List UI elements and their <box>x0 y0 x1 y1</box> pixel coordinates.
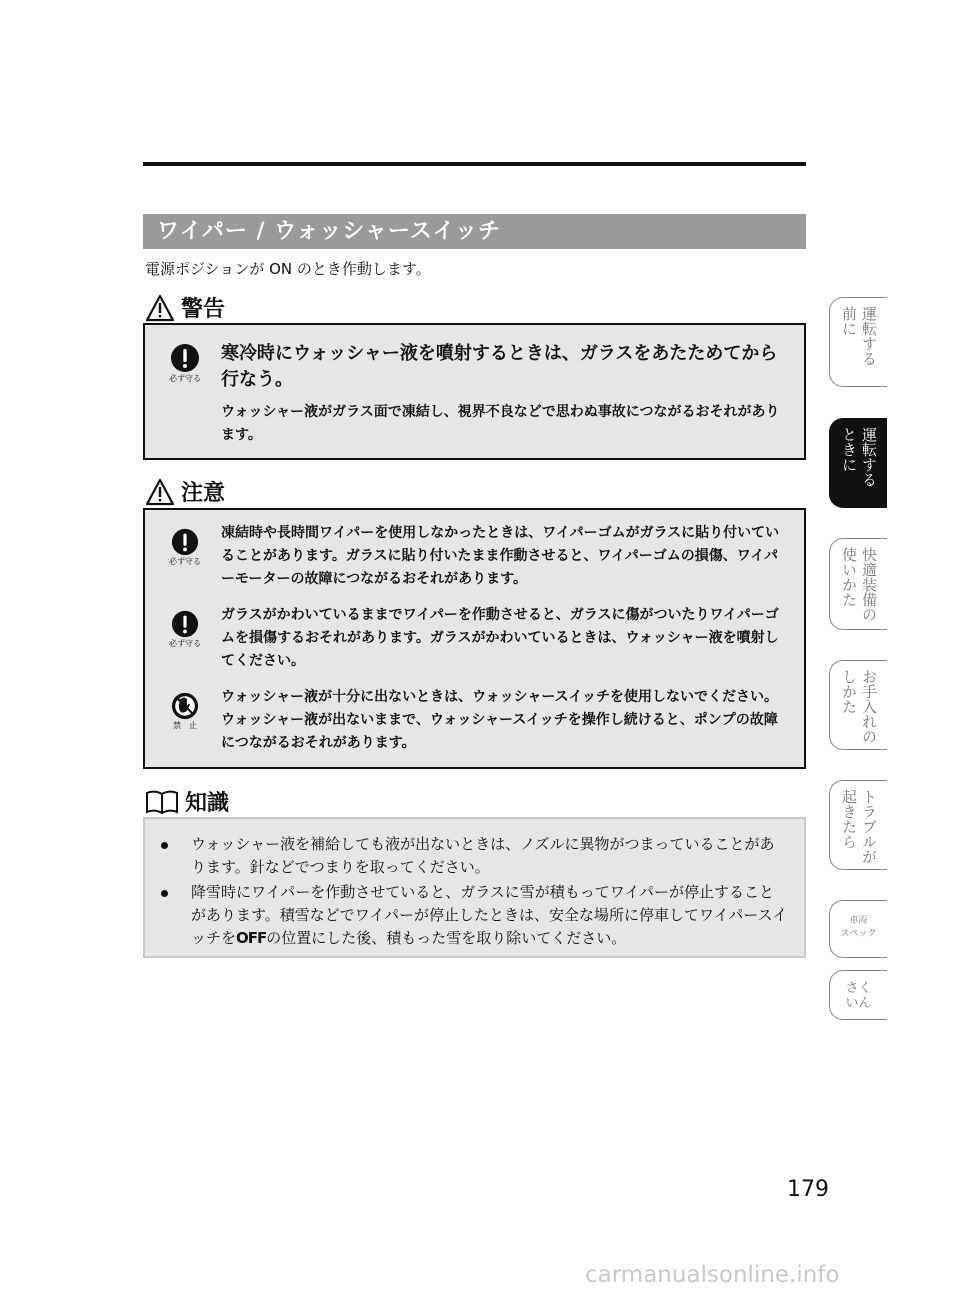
tab-comfort-equipment[interactable] <box>829 538 887 630</box>
tab-label-line1: 運転する <box>860 306 878 366</box>
symbol-caption: 必ず守る <box>169 557 201 566</box>
knowledge-bullet-text: ウォッシャー液を補給しても液が出ないときは、ノズルに異物がつまっていることがあります。針などでつまりを取ってください。 <box>191 835 775 876</box>
tab-before-driving[interactable] <box>829 297 887 387</box>
tab-while-driving[interactable] <box>829 418 887 508</box>
intro-text: 電源ポジションが ON のとき作動します。 <box>145 260 431 278</box>
exclamation-circle-icon <box>171 610 199 638</box>
tab-label-line2: ときに <box>840 427 858 472</box>
tab-label-line2: 起きたら <box>840 789 858 849</box>
caution-heading <box>145 476 225 507</box>
knowledge-heading-label: 知識 <box>185 791 230 816</box>
must-follow-symbol <box>165 610 205 649</box>
bullet-dot <box>161 842 168 849</box>
open-book-icon <box>145 788 179 816</box>
caution-text: 凍結時や長時間ワイパーを使用しなかったときは、ワイパーゴムがガラスに貼り付いていることがあります。ガラスに貼り付いたまま作動させると、ワイパーゴムの損傷、ワイパーモーターの故障につながるおそれがあります。 <box>221 525 780 587</box>
must-follow-symbol <box>165 343 205 384</box>
tab-troubleshooting[interactable] <box>829 780 887 870</box>
caution-heading-label: 注意 <box>181 481 226 506</box>
caution-text: ガラスがかわいているままでワイパーを作動させると、ガラスに傷がついたりワイパーゴムを損傷するおそれがあります。ガラスがかわいているときは、ウォッシャー液を噴射してください。 <box>221 607 779 669</box>
knowledge-bullet-text-a: 降雪時にワイパーを作動させていると、ガラスに雪が積もってワイパーが停止することがあります。積雪などでワイパーが停止したときは、安全な場所に停車してワイパースイッチを <box>191 883 788 947</box>
top-rule <box>143 162 806 166</box>
caution-triangle-icon <box>145 478 175 506</box>
bullet-dot <box>161 890 168 897</box>
tab-label-line1: 運転する <box>860 427 878 487</box>
prohibited-hand-icon <box>171 692 199 720</box>
warning-box <box>143 323 806 460</box>
tab-label-line1: さく <box>845 981 872 996</box>
section-title: ワイパー / ウォッシャースイッチ <box>143 214 806 249</box>
watermark: carmanualsonline.info <box>585 1262 840 1288</box>
exclamation-circle-icon <box>171 528 199 556</box>
knowledge-box <box>143 817 806 958</box>
symbol-caption: 禁 止 <box>173 721 197 730</box>
warning-main-text: 寒冷時にウォッシャー液を噴射するときは、ガラスをあたためてから行なう。 <box>221 343 778 390</box>
symbol-caption: 必ず守る <box>169 639 201 648</box>
tab-maintenance[interactable] <box>829 660 887 750</box>
tab-label-line1: 車両 <box>849 916 868 926</box>
tab-vehicle-specs[interactable] <box>829 900 887 958</box>
knowledge-bullet <box>161 833 788 879</box>
tab-label-line2: 前に <box>840 306 858 336</box>
tab-label-line2: しかた <box>840 669 858 714</box>
off-label: OFF <box>236 929 267 947</box>
prohibited-symbol <box>165 692 205 731</box>
tab-label-line2: 使いかた <box>840 547 858 607</box>
warning-heading-label: 警告 <box>181 297 226 322</box>
knowledge-heading <box>145 786 229 817</box>
page-number: 179 <box>787 1177 829 1202</box>
tab-label-line1: お手入れの <box>860 669 878 744</box>
tab-label-line1: トラブルが <box>860 789 878 864</box>
warning-heading <box>145 292 225 323</box>
caution-text: ウォッシャー液が十分に出ないときは、ウォッシャースイッチを使用しないでください。ウォッシャー液が出ないままで、ウォッシャースイッチを操作し続けると、ポンプの故障につながるおそれがあります。 <box>221 689 779 751</box>
tab-label-line2: スペック <box>840 929 877 939</box>
exclamation-circle-icon <box>170 343 200 373</box>
tab-label-line1: 快適装備の <box>860 547 878 622</box>
tab-label-line2: いん <box>845 996 872 1011</box>
knowledge-bullet-text-b: の位置にした後、積もった雪を取り除いてください。 <box>266 929 627 947</box>
knowledge-bullet <box>161 881 788 950</box>
caution-box <box>143 508 806 769</box>
warning-triangle-icon <box>145 294 175 322</box>
must-follow-symbol <box>165 528 205 567</box>
tab-index[interactable] <box>829 970 887 1020</box>
warning-detail-text: ウォッシャー液がガラス面で凍結し、視界不良などで思わぬ事故につながるおそれがあります。 <box>221 404 780 443</box>
symbol-caption: 必ず守る <box>169 374 201 383</box>
